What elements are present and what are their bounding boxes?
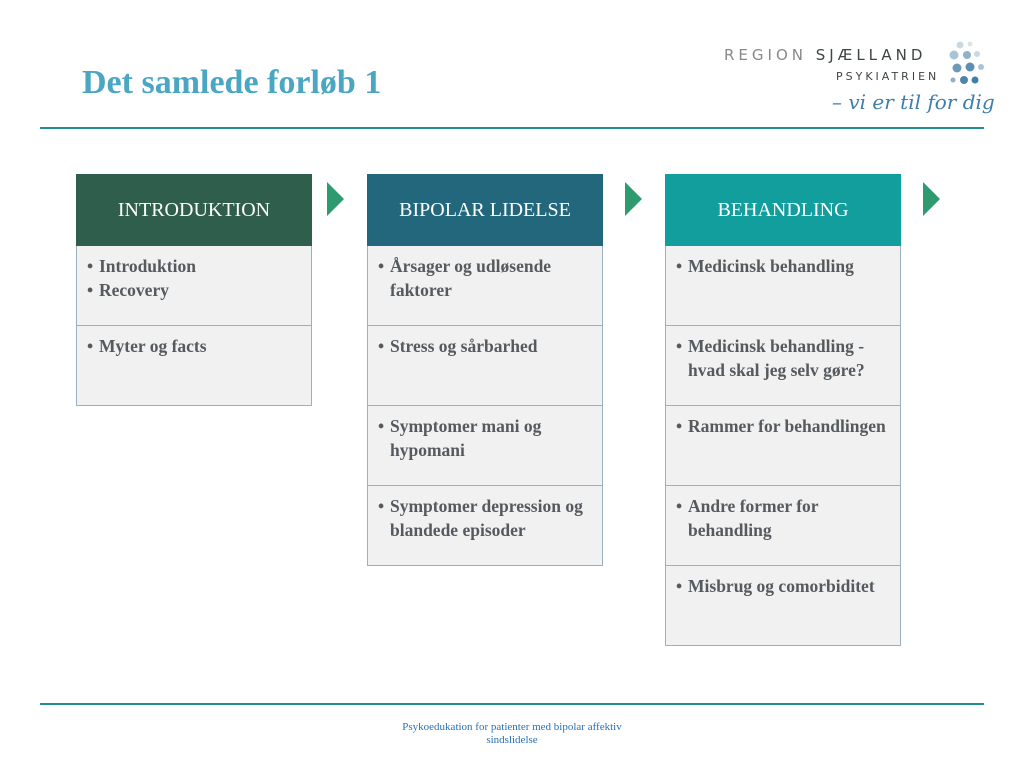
topic-item: • Årsager og udløsende faktorer [378,254,592,302]
topic-item: • Recovery [87,278,301,302]
topic-item: • Misbrug og comorbiditet [676,574,890,598]
topic-cell [367,486,603,566]
topic-item: • Introduktion [87,254,301,278]
topic-cell [665,566,901,646]
logo-dots-icon [946,40,986,96]
column-introduktion [76,174,312,406]
topic-item: • Myter og facts [87,334,301,358]
flow-arrow-icon [625,182,642,216]
topic-item: • Symptomer depression og blandede episoder [378,494,592,542]
flow-arrow-icon [327,182,344,216]
region-sjaelland-logo [724,40,995,128]
footer-divider [40,703,984,705]
logo-region-word: REGION [724,46,807,64]
topic-item: • Medicinsk behandling [676,254,890,278]
column-header-introduktion: INTRODUKTION [76,174,312,246]
footer-text [362,721,662,747]
topic-cell [665,246,901,326]
topic-cell [665,326,901,406]
column-bipolar-lidelse [367,174,603,566]
topic-item: • Andre former for behandling [676,494,890,542]
topic-cell [665,486,901,566]
topic-cell [665,406,901,486]
header-divider [40,127,984,129]
logo-region-text [724,46,926,64]
column-header-bipolar-lidelse: BIPOLAR LIDELSE [367,174,603,246]
logo-sjaelland-word: SJÆLLAND [815,46,927,64]
topic-cell [367,246,603,326]
topic-cell [76,246,312,326]
logo-tagline: – vi er til for dig [832,90,995,114]
page-title: Det samlede forløb 1 [82,64,382,101]
topic-cell [367,406,603,486]
topic-item: • Rammer for behandlingen [676,414,890,438]
topic-item: • Symptomer mani og hypomani [378,414,592,462]
footer-line: Psykoedukation for patienter med bipolar affektiv [402,721,622,733]
logo-psykiatrien-text: PSYKIATRIEN [836,70,940,83]
column-behandling [665,174,901,646]
topic-item: • Stress og sårbarhed [378,334,592,358]
footer-line: sindslidelse [486,734,538,746]
topic-item: • Medicinsk behandling - hvad skal jeg selv gøre? [676,334,890,382]
topic-cell [367,326,603,406]
column-header-behandling: BEHANDLING [665,174,901,246]
topic-cell [76,326,312,406]
flow-arrow-icon [923,182,940,216]
